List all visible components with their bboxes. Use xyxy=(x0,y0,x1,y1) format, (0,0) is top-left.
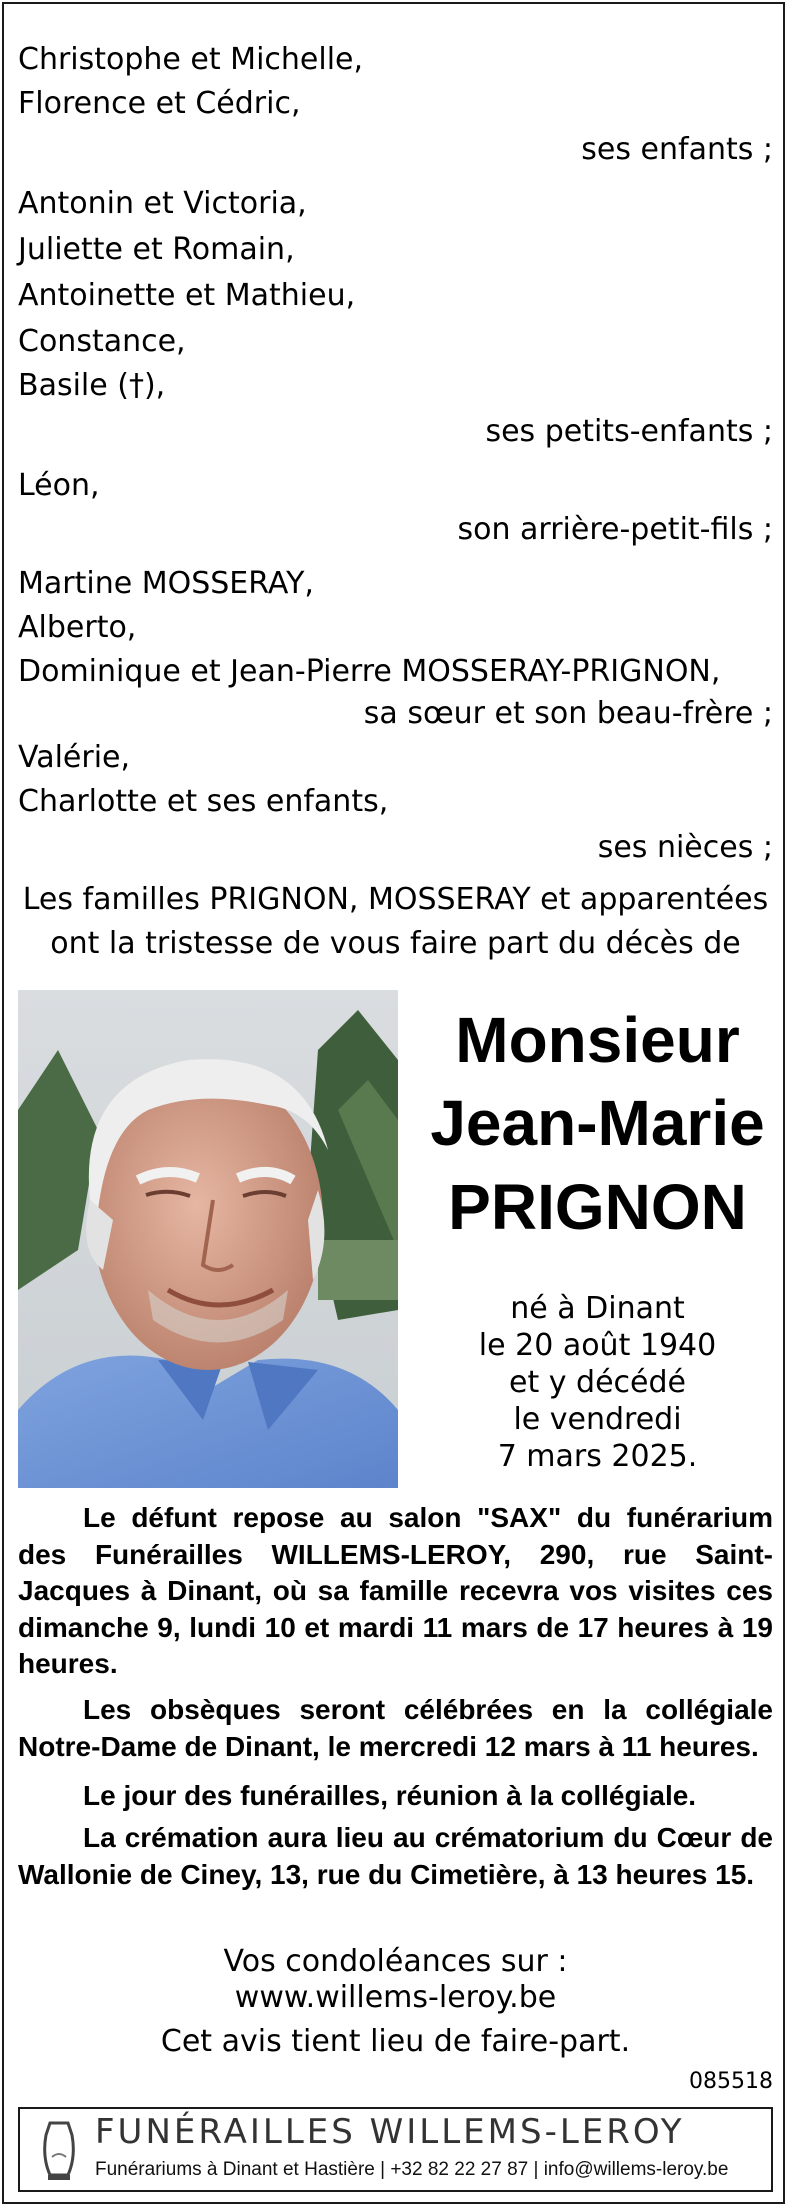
grandchild-name: Basile (†), xyxy=(18,368,166,403)
child-name: Christophe et Michelle, xyxy=(18,42,364,77)
portrait-photo xyxy=(18,990,398,1488)
grandchildren-label: ses petits-enfants ; xyxy=(485,414,773,449)
grandchild-name: Antoinette et Mathieu, xyxy=(18,278,356,313)
paragraph-rest: Le défunt repose au salon "SAX" du funérarium des Funérailles WILLEMS-LEROY, 290, rue Saint-Jacques à Dinant, où sa famille recevra vos visites ces dimanche 9, lundi 10 et mardi 11 mars de 17 heures à 19 heures. xyxy=(18,1502,773,1679)
born-line: et y décédé xyxy=(509,1365,686,1400)
paragraph-meeting: Le jour des funérailles, réunion à la collégiale. xyxy=(83,1780,697,1811)
born-line: 7 mars 2025. xyxy=(497,1439,698,1474)
sibling-name: Martine MOSSERAY, xyxy=(18,566,314,601)
families-line: Les familles PRIGNON, MOSSERAY et apparentées xyxy=(22,882,769,917)
paragraph-funeral: Les obsèques seront célébrées en la collégiale Notre-Dame de Dinant, le mercredi 12 mars à 11 heures. xyxy=(18,1694,773,1762)
children-label: ses enfants ; xyxy=(581,132,773,167)
paragraph-cremation: La crémation aura lieu au crématorium du Cœur de Wallonie de Ciney, 13, rue du Cimetière, à 13 heures 15. xyxy=(18,1822,773,1890)
child-name: Florence et Cédric, xyxy=(18,86,301,121)
siblings-label: sa sœur et son beau-frère ; xyxy=(363,696,773,731)
title-honorific: Monsieur xyxy=(455,1004,740,1076)
born-line: le 20 août 1940 xyxy=(478,1328,717,1363)
nieces-label: ses nièces ; xyxy=(597,830,773,865)
greatgrandson-label: son arrière-petit-fils ; xyxy=(457,512,773,547)
niece-name: Valérie, xyxy=(18,740,131,775)
reference-number: 085518 xyxy=(689,2069,773,2094)
title-last-name: PRIGNON xyxy=(448,1171,747,1243)
title-first-name: Jean-Marie xyxy=(430,1087,765,1159)
condolences-line: Vos condoléances sur : xyxy=(223,1944,568,1979)
born-line: né à Dinant xyxy=(510,1291,685,1326)
niece-name: Charlotte et ses enfants, xyxy=(18,784,389,819)
notice-line: Cet avis tient lieu de faire-part. xyxy=(160,2024,631,2059)
greatgrandson-name: Léon, xyxy=(18,468,100,503)
footer-box xyxy=(18,2107,773,2192)
condolences-website[interactable]: www.willems-leroy.be xyxy=(234,1980,557,2015)
sibling-name: Alberto, xyxy=(18,610,137,645)
footer-brand: FUNÉRAILLES WILLEMS-LEROY xyxy=(95,2112,685,2152)
footer-subline: Funérariums à Dinant et Hastière | +32 82 22 27 87 | info@willems-leroy.be xyxy=(95,2159,729,2180)
urn-icon xyxy=(38,2117,80,2187)
announcement-line: ont la tristesse de vous faire part du décès de xyxy=(50,926,741,961)
sibling-name: Dominique et Jean-Pierre MOSSERAY-PRIGNON, xyxy=(18,654,721,689)
grandchild-name: Antonin et Victoria, xyxy=(18,186,307,221)
born-line: le vendredi xyxy=(513,1402,682,1437)
grandchild-name: Juliette et Romain, xyxy=(18,232,295,267)
grandchild-name: Constance, xyxy=(18,324,186,359)
